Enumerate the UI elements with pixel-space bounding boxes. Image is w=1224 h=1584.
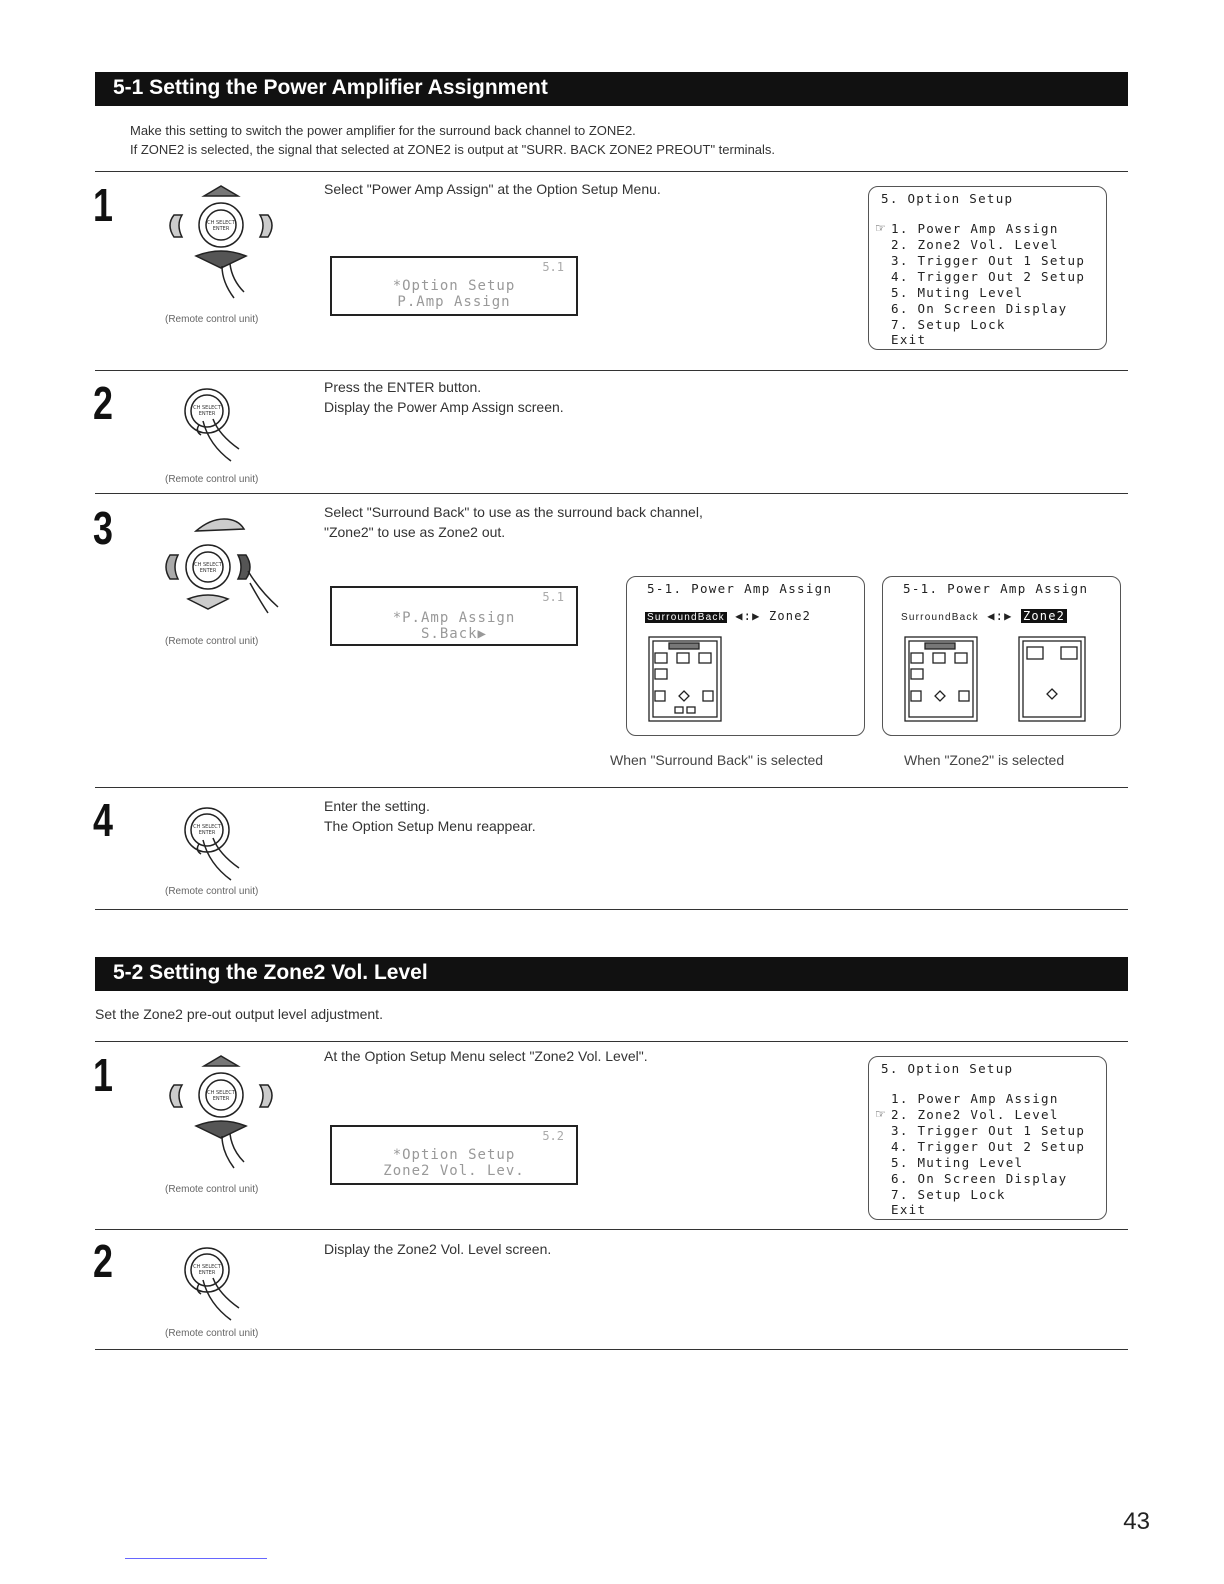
step-instruction: Display the Zone2 Vol. Level screen. (324, 1241, 552, 1257)
speaker-layout-icon (647, 635, 723, 725)
step-number: 1 (93, 179, 113, 231)
svg-text:ENTER: ENTER (198, 830, 216, 836)
remote-caption: (Remote control unit) (165, 314, 259, 325)
zone2-option: Zone2 (1022, 609, 1066, 623)
divider (95, 171, 1128, 172)
step-instruction: Enter the setting. The Option Setup Menu reappear. (324, 798, 536, 834)
lcd-display: 5.1 *P.Amp Assign S.Back▶ (330, 586, 578, 646)
step-instruction: At the Option Setup Menu select "Zone2 Vol. Level". (324, 1048, 648, 1064)
divider (95, 1041, 1128, 1042)
osd-option-setup-menu: 5. Option Setup ☞ 1. Power Amp Assign 2. Zone2 Vol. Level 3. Trigger Out 1 Setup 4. Trigger Out 2 Setup 5. Muting Level 6. On Screen Display 7. Setup Lock Exit (868, 186, 1107, 350)
remote-dpad-right-icon (160, 515, 290, 635)
svg-text:ENTER: ENTER (198, 411, 216, 417)
divider (95, 1229, 1128, 1230)
pointer-icon: ☞ (875, 1107, 886, 1121)
svg-text:CH SELECT: CH SELECT (194, 562, 222, 568)
svg-text:CH SELECT: CH SELECT (207, 1090, 235, 1096)
step-number: 3 (93, 502, 113, 554)
section-intro: Set the Zone2 pre-out output level adjustment. (95, 1006, 383, 1022)
screen-caption: When "Surround Back" is selected (610, 752, 824, 768)
main-zone-speaker-icon (903, 635, 979, 725)
svg-text:ENTER: ENTER (199, 568, 217, 574)
svg-text:CH SELECT: CH SELECT (193, 405, 221, 411)
remote-caption: (Remote control unit) (165, 636, 259, 647)
divider (95, 370, 1128, 371)
surround-back-option: SurroundBack (901, 612, 979, 623)
svg-text:ENTER: ENTER (212, 1096, 230, 1102)
remote-dpad-down-icon (160, 180, 285, 310)
step-number: 1 (93, 1049, 113, 1101)
surround-back-option: SurroundBack (647, 612, 725, 623)
step-instruction: Press the ENTER button. Display the Power Amp Assign screen. (324, 379, 564, 415)
zone2-speaker-icon (1017, 635, 1087, 725)
page-number: 43 (1123, 1508, 1150, 1535)
section-intro: Make this setting to switch the power amplifier for the surround back channel to ZONE2. If ZONE2 is selected, the signal that selected at ZONE2 is output at "SURR. BACK ZONE2 PREOUT" terminals. (130, 123, 776, 157)
svg-text:CH SELECT: CH SELECT (193, 1264, 221, 1270)
remote-caption: (Remote control unit) (165, 886, 259, 897)
step-instruction: Select "Surround Back" to use as the surround back channel, "Zone2" to use as Zone2 out. (324, 504, 703, 540)
pointer-icon: ☞ (875, 221, 886, 235)
step-instruction: Select "Power Amp Assign" at the Option Setup Menu. (324, 181, 661, 197)
svg-text:CH SELECT: CH SELECT (193, 824, 221, 830)
divider (95, 493, 1128, 494)
remote-caption: (Remote control unit) (165, 1184, 259, 1195)
section-heading-5-2: 5-2 Setting the Zone2 Vol. Level (95, 957, 1128, 991)
osd-option-setup-menu: 5. Option Setup ☞ 1. Power Amp Assign 2. Zone2 Vol. Level 3. Trigger Out 1 Setup 4. Trigger Out 2 Setup 5. Muting Level 6. On Screen Display 7. Setup Lock Exit (868, 1056, 1107, 1220)
remote-caption: (Remote control unit) (165, 1328, 259, 1339)
step-number: 2 (93, 1235, 113, 1287)
remote-caption: (Remote control unit) (165, 474, 259, 485)
osd-power-amp-assign-zone2: 5-1. Power Amp Assign SurroundBack ◀:▶ Zone2 (882, 576, 1121, 736)
svg-text:CH SELECT: CH SELECT (207, 220, 235, 226)
divider (95, 787, 1128, 788)
footer-line (125, 1558, 267, 1559)
screen-caption: When "Zone2" is selected (904, 752, 1065, 768)
remote-enter-button-icon (175, 1244, 265, 1334)
step-number: 2 (93, 377, 113, 429)
step-number: 4 (93, 794, 113, 846)
lcd-display: 5.2 *Option Setup Zone2 Vol. Lev. (330, 1125, 578, 1185)
svg-text:ENTER: ENTER (198, 1270, 216, 1276)
divider (95, 909, 1128, 910)
osd-power-amp-assign-surround: 5-1. Power Amp Assign SurroundBack ◀:▶ Zone2 (626, 576, 865, 736)
lcd-display: 5.1 *Option Setup P.Amp Assign (330, 256, 578, 316)
svg-text:ENTER: ENTER (212, 226, 230, 232)
remote-dpad-down-icon (160, 1050, 285, 1180)
remote-enter-button-icon (175, 804, 265, 894)
section-heading-5-1: 5-1 Setting the Power Amplifier Assignment (95, 72, 1128, 106)
zone2-option: Zone2 (768, 609, 812, 623)
remote-enter-button-icon (175, 385, 265, 475)
divider (95, 1349, 1128, 1350)
